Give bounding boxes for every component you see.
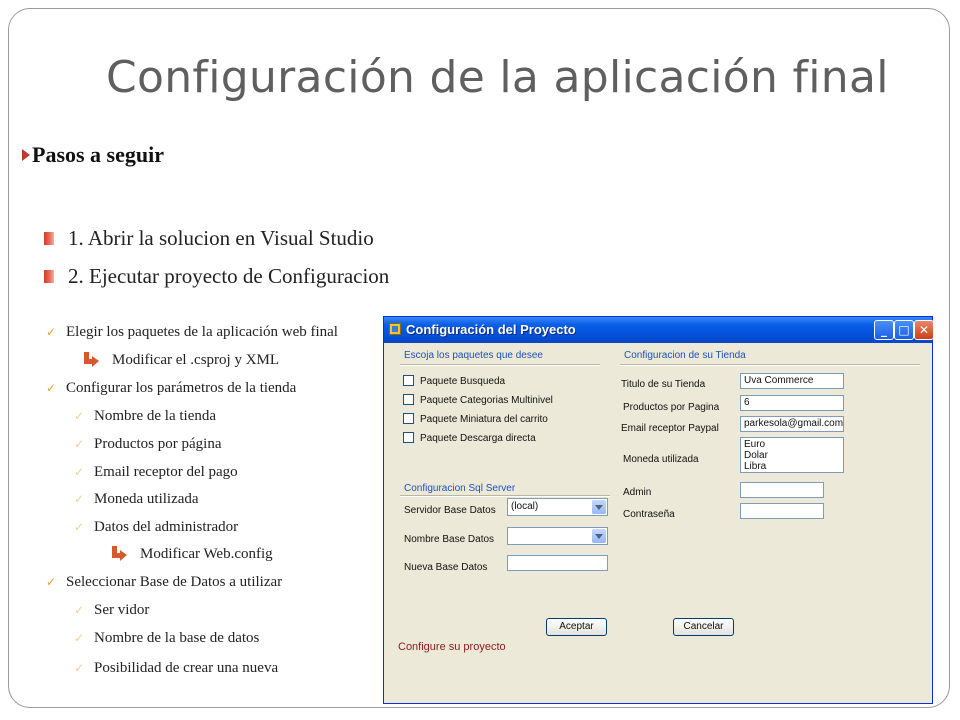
task-subitem: ✓ Posibilidad de crear una nueva [74, 660, 279, 676]
step-1-text: 1. Abrir la solucion en Visual Studio [68, 226, 374, 250]
status-text: Configure su proyecto [398, 641, 506, 653]
task-subitem: Modificar el .csproj y XML [82, 352, 279, 369]
square-bullet-icon [44, 232, 54, 245]
email-input[interactable]: parkesola@gmail.com [740, 416, 844, 432]
store-group-label: Configuracion de su Tienda [624, 350, 746, 361]
store-title-label: Titulo de su Tienda [621, 379, 706, 390]
bent-arrow-icon [110, 546, 128, 560]
task-item: ✓ Seleccionar Base de Datos a utilizar [46, 574, 283, 590]
products-label: Productos por Pagina [623, 402, 720, 413]
check-icon: ✓ [74, 492, 85, 506]
chevron-down-icon[interactable] [592, 529, 606, 543]
task-subitem: ✓ Datos del administrador [74, 519, 239, 535]
currency-label: Moneda utilizada [623, 454, 699, 465]
currency-option[interactable]: Libra [744, 461, 767, 472]
close-button[interactable]: ✕ [914, 320, 934, 340]
products-input[interactable]: 6 [740, 395, 844, 411]
checkbox-miniatura[interactable]: Paquete Miniatura del carrito [403, 414, 548, 425]
packages-group-label: Escoja los paquetes que desee [404, 350, 543, 361]
slide-title: Configuración de la aplicación final [106, 52, 889, 103]
checkbox-busqueda[interactable]: Paquete Busqueda [403, 376, 505, 387]
maximize-button[interactable]: □ [894, 320, 914, 340]
chevron-down-icon[interactable] [592, 500, 606, 514]
divider [620, 364, 920, 366]
check-icon: ✓ [46, 575, 57, 589]
currency-option[interactable]: Euro [744, 439, 766, 450]
step-2 [44, 264, 389, 289]
task-subitem: Modificar Web.config [110, 546, 273, 563]
check-icon: ✓ [46, 381, 57, 395]
dialog-title: Configuración del Proyecto [406, 322, 576, 337]
subheading-text: Pasos a seguir [32, 142, 164, 167]
step-2-text: 2. Ejecutar proyecto de Configuracion [68, 264, 390, 288]
newdb-label: Nueva Base Datos [404, 562, 488, 573]
dbname-label: Nombre Base Datos [404, 534, 495, 545]
accept-button[interactable]: Aceptar [546, 618, 607, 636]
email-label: Email receptor Paypal [621, 423, 719, 434]
task-subitem: ✓ Ser vidor [74, 602, 150, 618]
check-icon: ✓ [74, 631, 85, 645]
dbname-select[interactable] [507, 527, 608, 545]
task-subitem: ✓ Moneda utilizada [74, 491, 199, 507]
check-icon: ✓ [74, 409, 85, 423]
step-1 [44, 226, 374, 251]
server-label: Servidor Base Datos [404, 505, 496, 516]
task-subitem: ✓ Nombre de la tienda [74, 408, 217, 424]
square-bullet-icon [44, 270, 54, 283]
checkbox-categorias[interactable]: Paquete Categorias Multinivel [403, 395, 553, 406]
config-dialog [383, 316, 933, 704]
check-icon: ✓ [46, 325, 57, 339]
bent-arrow-icon [82, 352, 100, 366]
minimize-button[interactable]: _ [874, 320, 894, 340]
checkbox-descarga[interactable]: Paquete Descarga directa [403, 433, 536, 444]
task-subitem: ✓ Email receptor del pago [74, 464, 238, 480]
divider [400, 495, 610, 497]
check-icon: ✓ [74, 661, 85, 675]
check-icon: ✓ [74, 437, 85, 451]
dialog-titlebar[interactable] [384, 317, 932, 343]
currency-option[interactable]: Dolar [744, 450, 768, 461]
server-select[interactable]: (local) [507, 498, 608, 516]
subheading [22, 142, 164, 168]
app-icon [389, 323, 401, 335]
sql-group-label: Configuracion Sql Server [404, 483, 516, 494]
check-icon: ✓ [74, 603, 85, 617]
task-subitem: ✓ Productos por página [74, 436, 222, 452]
newdb-input[interactable] [507, 555, 608, 571]
store-title-input[interactable]: Uva Commerce [740, 373, 844, 389]
admin-label: Admin [623, 487, 652, 498]
check-icon: ✓ [74, 465, 85, 479]
task-item: ✓ Elegir los paquetes de la aplicación web final [46, 324, 338, 340]
password-input[interactable] [740, 503, 824, 519]
password-label: Contraseña [623, 509, 675, 520]
arrow-bullet-icon [22, 149, 30, 161]
divider [400, 364, 600, 366]
check-icon: ✓ [74, 520, 85, 534]
cancel-button[interactable]: Cancelar [673, 618, 734, 636]
task-subitem: ✓ Nombre de la base de datos [74, 630, 260, 646]
admin-input[interactable] [740, 482, 824, 498]
currency-listbox[interactable] [740, 437, 844, 473]
task-item: ✓ Configurar los parámetros de la tienda [46, 380, 297, 396]
